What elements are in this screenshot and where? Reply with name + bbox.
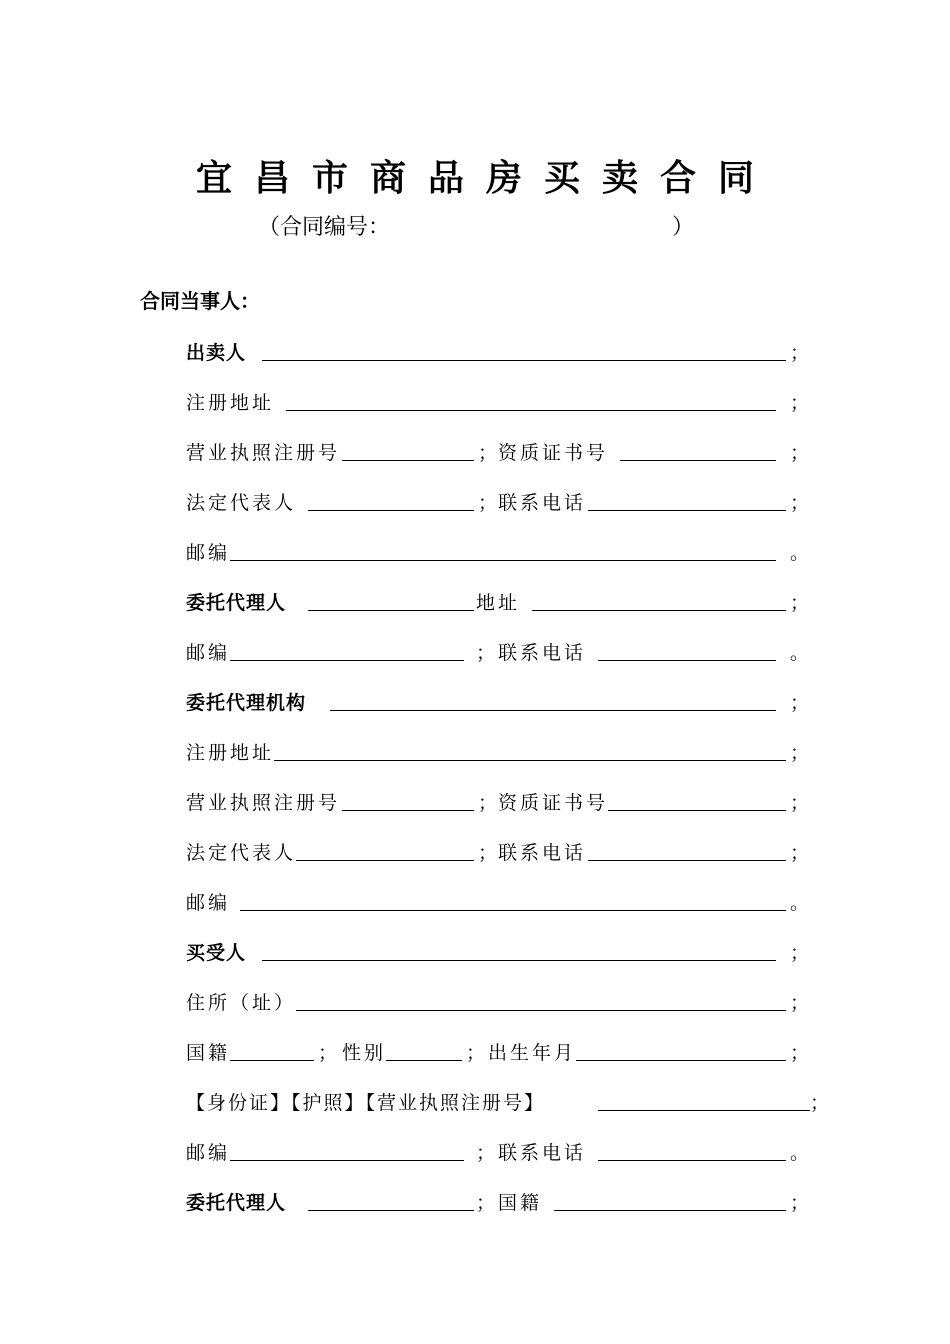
contract-number-line bbox=[0, 210, 950, 242]
contract-number-label: （合同编号： bbox=[258, 215, 391, 240]
seller-agent-name-field[interactable] bbox=[308, 588, 474, 611]
period: 。 bbox=[790, 642, 810, 664]
agency-postcode-label: 邮编 bbox=[186, 892, 231, 914]
seller-name-field[interactable] bbox=[262, 338, 786, 361]
buyer-nationality-label: 国籍 bbox=[186, 1042, 231, 1064]
seller-row bbox=[186, 338, 826, 368]
seller-phone-field[interactable] bbox=[588, 488, 786, 511]
agency-address-label: 注册地址 bbox=[186, 742, 275, 764]
seller-address-field[interactable] bbox=[286, 388, 776, 411]
seller-postcode-field[interactable] bbox=[230, 538, 776, 561]
seller-address-row bbox=[186, 388, 826, 418]
seller-legal-rep-label: 法定代表人 bbox=[186, 492, 297, 514]
semicolon: ； bbox=[790, 692, 810, 714]
seller-agent-contact-row bbox=[186, 638, 826, 668]
agency-legal-rep-field[interactable] bbox=[296, 838, 474, 861]
seller-license-label: 营业执照注册号 bbox=[186, 442, 341, 464]
semicolon: ； bbox=[790, 842, 810, 864]
agency-qualification-label: 资质证书号 bbox=[498, 792, 609, 814]
period: 。 bbox=[790, 892, 810, 914]
seller-agent-phone-label: 联系电话 bbox=[498, 642, 587, 664]
buyer-agent-name-field[interactable] bbox=[308, 1188, 474, 1211]
agency-phone-field[interactable] bbox=[588, 838, 786, 861]
agency-phone-label: 联系电话 bbox=[498, 842, 587, 864]
seller-address-label: 注册地址 bbox=[186, 392, 275, 414]
seller-postcode-label: 邮编 bbox=[186, 542, 231, 564]
semicolon: ； bbox=[790, 1042, 810, 1064]
seller-agent-row bbox=[186, 588, 826, 618]
semicolon: ； bbox=[478, 442, 498, 464]
seller-agent-label: 委托代理人 bbox=[186, 592, 287, 614]
buyer-id-row bbox=[186, 1088, 830, 1118]
buyer-id-field[interactable] bbox=[598, 1088, 810, 1111]
agency-postcode-field[interactable] bbox=[240, 888, 786, 911]
buyer-agent-nationality-field[interactable] bbox=[554, 1188, 786, 1211]
buyer-row bbox=[186, 938, 826, 968]
semicolon: ； bbox=[476, 1192, 496, 1214]
seller-qualification-field[interactable] bbox=[620, 438, 776, 461]
semicolon: ； bbox=[790, 342, 810, 364]
agency-label: 委托代理机构 bbox=[186, 692, 307, 714]
buyer-name-field[interactable] bbox=[262, 938, 776, 961]
buyer-agent-row bbox=[186, 1188, 826, 1218]
document-title: 宜昌市商品房买卖合同 bbox=[195, 158, 776, 199]
buyer-postcode-label: 邮编 bbox=[186, 1142, 231, 1164]
semicolon: ； bbox=[476, 642, 496, 664]
parties-heading: 合同当事人： bbox=[140, 289, 260, 313]
agency-address-field[interactable] bbox=[274, 738, 786, 761]
agency-license-field[interactable] bbox=[342, 788, 474, 811]
agency-row bbox=[186, 688, 826, 718]
semicolon: ； bbox=[790, 392, 810, 414]
contract-number-close: ） bbox=[672, 215, 695, 240]
semicolon: ； bbox=[790, 442, 810, 464]
agency-qualification-field[interactable] bbox=[608, 788, 786, 811]
agency-postcode-row bbox=[186, 888, 826, 918]
buyer-phone-field[interactable] bbox=[598, 1138, 786, 1161]
buyer-sex-field[interactable] bbox=[386, 1038, 462, 1061]
semicolon: ； bbox=[478, 492, 498, 514]
semicolon: ； bbox=[790, 792, 810, 814]
buyer-residence-field[interactable] bbox=[296, 988, 786, 1011]
agency-legal-rep-label: 法定代表人 bbox=[186, 842, 297, 864]
agency-license-label: 营业执照注册号 bbox=[186, 792, 341, 814]
buyer-details-row bbox=[186, 1038, 826, 1068]
buyer-label: 买受人 bbox=[186, 942, 247, 964]
seller-agent-address-field[interactable] bbox=[532, 588, 786, 611]
semicolon: ； bbox=[790, 492, 810, 514]
buyer-contact-row bbox=[186, 1138, 826, 1168]
buyer-phone-label: 联系电话 bbox=[498, 1142, 587, 1164]
semicolon: ； bbox=[790, 1192, 810, 1214]
buyer-residence-row bbox=[186, 988, 826, 1018]
seller-label: 出卖人 bbox=[186, 342, 247, 364]
period: 。 bbox=[790, 1142, 810, 1164]
buyer-agent-label: 委托代理人 bbox=[186, 1192, 287, 1214]
buyer-birth-field[interactable] bbox=[576, 1038, 786, 1061]
seller-agent-phone-field[interactable] bbox=[598, 638, 776, 661]
semicolon: ； bbox=[478, 842, 498, 864]
seller-phone-label: 联系电话 bbox=[498, 492, 587, 514]
semicolon: ； bbox=[790, 992, 810, 1014]
seller-agent-address-label: 地址 bbox=[476, 592, 521, 614]
buyer-postcode-field[interactable] bbox=[230, 1138, 464, 1161]
semicolon: ； bbox=[478, 792, 498, 814]
semicolon: ； bbox=[810, 1092, 830, 1114]
agency-address-row bbox=[186, 738, 826, 768]
semicolon: ； bbox=[318, 1042, 338, 1064]
seller-agent-postcode-label: 邮编 bbox=[186, 642, 231, 664]
buyer-birth-label: 出生年月 bbox=[488, 1042, 577, 1064]
agency-name-field[interactable] bbox=[330, 688, 776, 711]
buyer-residence-label: 住所（址） bbox=[186, 992, 297, 1014]
seller-license-row bbox=[186, 438, 826, 468]
buyer-nationality-field[interactable] bbox=[230, 1038, 314, 1061]
semicolon: ； bbox=[466, 1042, 486, 1064]
agency-legal-rep-row bbox=[186, 838, 826, 868]
semicolon: ； bbox=[790, 942, 810, 964]
seller-agent-postcode-field[interactable] bbox=[230, 638, 464, 661]
buyer-agent-nationality-label: 国籍 bbox=[498, 1192, 543, 1214]
buyer-sex-label: 性别 bbox=[342, 1042, 387, 1064]
semicolon: ； bbox=[790, 742, 810, 764]
agency-license-row bbox=[186, 788, 826, 818]
semicolon: ； bbox=[476, 1142, 496, 1164]
seller-legal-rep-field[interactable] bbox=[308, 488, 474, 511]
seller-qualification-label: 资质证书号 bbox=[498, 442, 609, 464]
semicolon: ； bbox=[790, 592, 810, 614]
buyer-id-types-label: 【身份证】【护照】【营业执照注册号】 bbox=[186, 1092, 546, 1114]
seller-legal-rep-row bbox=[186, 488, 826, 518]
seller-license-field[interactable] bbox=[342, 438, 474, 461]
seller-postcode-row bbox=[186, 538, 826, 568]
period: 。 bbox=[790, 542, 810, 564]
